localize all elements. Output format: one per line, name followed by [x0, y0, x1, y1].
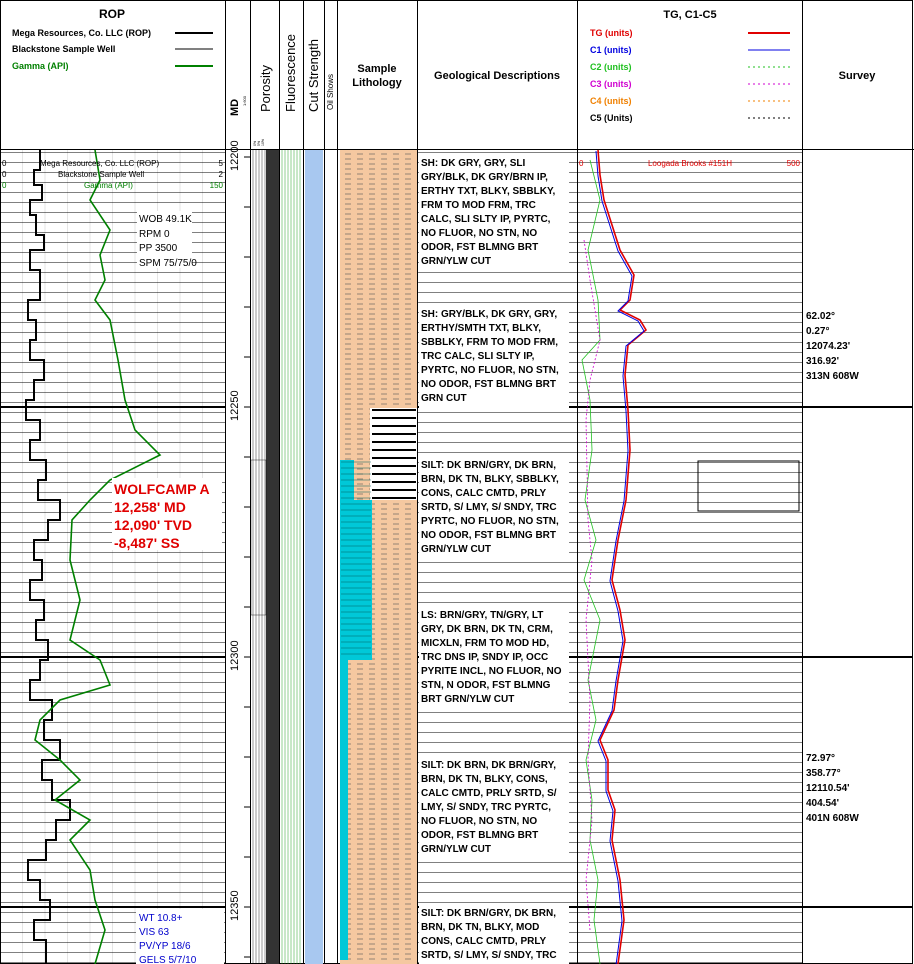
md-scale: 1:600 [242, 95, 247, 106]
pp-text: PP 3500 [139, 243, 178, 254]
legend-blackstone: Blackstone Sample Well [12, 44, 116, 54]
formation-name: WOLFCAMP A [114, 481, 210, 497]
spm-text: SPM 75/75/0 [139, 258, 197, 269]
lithology-white-band [370, 408, 417, 500]
gas-header [590, 9, 790, 123]
depth-label: 12250 [229, 390, 241, 421]
description-line: GRN/YLW CUT [421, 844, 491, 855]
oil-shows-label: Oil Shows [326, 73, 335, 110]
porosity-tick: 0% [253, 140, 257, 146]
description-line: SRTD, S/ LMY, S/ SNDY, TRC [421, 502, 557, 513]
depth-label: 12200 [229, 140, 241, 171]
c1-curve [596, 151, 644, 964]
survey-line: 401N 608W [806, 813, 859, 824]
wob-text: WOB 49.1K [139, 214, 192, 225]
description-line: BRN, DK TN, BLKY, SBBLKY, [421, 474, 559, 485]
description-line: SILT: DK BRN/GRY, DK BRN, [421, 908, 556, 919]
porosity-header [253, 65, 273, 146]
rop-scale-1-right: 5 [218, 159, 223, 168]
description-line: GRN/YLW CUT [421, 256, 491, 267]
cut-strength-header [306, 39, 321, 112]
description-line: CONS, CALC CMTD, PRLY [421, 936, 547, 947]
md-label: MD [229, 98, 241, 116]
description-line: PYRITE INCL, NO FLUOR, NO [421, 666, 562, 677]
lithology-cyan [340, 660, 348, 960]
gas-legend-label: C3 (units) [590, 79, 632, 89]
description-line: FRM TO MOD FRM, TRC [421, 200, 536, 211]
rop-scale-3-left: 0 [2, 181, 7, 190]
lithology-header [352, 63, 402, 89]
geo-desc-header [434, 70, 560, 82]
survey-line: 62.02° [806, 311, 836, 322]
description-line: TRC CALC, SLI SLTY IP, [421, 351, 535, 362]
gas-legend-label: C2 (units) [590, 62, 632, 72]
survey-label: Survey [838, 70, 876, 82]
description-line: GRY/BLK, DK GRY/BRN IP, [421, 172, 548, 183]
description-line: PYRTC, NO FLUOR, NO STN, [421, 516, 559, 527]
gas-legend-label: C1 (units) [590, 45, 632, 55]
gas-legend-label: TG (units) [590, 28, 633, 38]
gamma-curve [35, 150, 160, 964]
survey-header [839, 70, 877, 82]
description-line: NO FLUOR, NO STN, NO [421, 816, 538, 827]
lithology-label-2: Lithology [352, 77, 402, 89]
description-line: NO ODOR, FST BLMNG BRT [421, 379, 556, 390]
description-line: BRT GRN/YLW CUT [421, 694, 515, 705]
geological-descriptions [419, 155, 569, 964]
porosity-fill [266, 150, 279, 964]
rop-curve [26, 150, 70, 964]
mud-pvyp: PV/YP 18/6 [139, 941, 191, 952]
description-line: TRC DNS IP, SNDY IP, OCC [421, 652, 549, 663]
formation-tvd: 12,090' TVD [114, 517, 193, 533]
description-line: GRN CUT [421, 393, 467, 404]
rop-header [12, 7, 213, 71]
survey-line: 12110.54' [806, 783, 850, 794]
description-line: ERTHY/SMTH TXT, BLKY, [421, 323, 542, 334]
geo-desc-label: Geological Descriptions [434, 70, 560, 82]
porosity-tick: 10% [261, 138, 265, 146]
porosity-track [251, 150, 279, 964]
description-line: CALC, SLI SLTY IP, PYRTC, [421, 214, 551, 225]
description-line: ODOR, FST BLMNG BRT [421, 830, 539, 841]
rop-scale-2-left: 0 [2, 170, 7, 179]
survey-line: 313N 608W [806, 371, 859, 382]
description-line: BRN, DK TN, BLKY, CONS, [421, 774, 548, 785]
description-line: LS: BRN/GRY, TN/GRY, LT [421, 610, 544, 621]
gas-scale [579, 159, 801, 168]
gas-track [582, 150, 646, 964]
porosity-label: Porosity [258, 65, 273, 112]
mud-vis: VIS 63 [139, 927, 170, 938]
gas-legend-label: C5 (Units) [590, 113, 633, 123]
gas-legend-label: C4 (units) [590, 96, 632, 106]
survey-line: 358.77° [806, 768, 841, 779]
description-line: BRN, DK TN, BLKY, MOD [421, 922, 540, 933]
rop-track [26, 150, 160, 964]
mud-properties [136, 909, 224, 964]
rop-scale-1-left: 0 [2, 159, 7, 168]
fluorescence-label: Fluorescence [283, 33, 298, 112]
description-line: SRTD, S/ LMY, S/ SNDY, TRC [421, 950, 557, 961]
description-line: NO FLUOR, NO STN, NO [421, 228, 538, 239]
description-line: SH: DK GRY, GRY, SLI [421, 158, 526, 169]
drilling-params [137, 211, 197, 269]
mud-gels: GELS 5/7/10 [139, 955, 197, 964]
rop-scale-1-name: Mega Resources, Co. LLC (ROP) [40, 159, 160, 168]
porosity-tick: 5% [257, 140, 261, 146]
survey-line: 0.27° [806, 326, 830, 337]
gas-legend [590, 28, 790, 123]
description-line: GRN/YLW CUT [421, 544, 491, 555]
rop-scale-2-name: Blackstone Sample Well [58, 170, 145, 179]
survey-line: 12074.23' [806, 341, 851, 352]
survey-line: 404.54' [806, 798, 839, 809]
depth-label: 12350 [229, 890, 241, 921]
description-line: SILT: DK BRN/GRY, DK BRN, [421, 460, 556, 471]
rop-scale-3-right: 150 [209, 181, 223, 190]
fluorescence-header [283, 34, 298, 112]
md-header [229, 95, 247, 116]
description-line: PYRTC, NO FLUOR, NO STN, [421, 365, 559, 376]
survey-line: 316.92' [806, 356, 839, 367]
formation-top [112, 478, 222, 551]
description-line: LMY, S/ SNDY, TRC PYRTC, [421, 802, 552, 813]
survey-marker-box [698, 461, 799, 511]
description-line: SBBLKY, FRM TO MOD FRM, [421, 337, 559, 348]
survey-entries [806, 311, 859, 824]
description-line: CONS, CALC CMTD, PRLY [421, 488, 547, 499]
description-line: ODOR, FST BLMNG BRT [421, 242, 539, 253]
gas-scale-right: 500 [786, 159, 800, 168]
fluorescence-track [282, 150, 323, 964]
description-line: NO ODOR, FST BLMNG BRT [421, 530, 556, 541]
description-line: MICXLN, FRM TO MOD HD, [421, 638, 550, 649]
porosity-window [251, 460, 266, 615]
formation-ss: -8,487' SS [114, 535, 180, 551]
oil-shows-header [326, 74, 335, 110]
survey-line: 72.97° [806, 753, 836, 764]
legend-mega: Mega Resources, Co. LLC (ROP) [12, 28, 152, 38]
cut-strength-label: Cut Strength [306, 39, 321, 112]
tg-curve [598, 150, 646, 964]
legend-gamma: Gamma (API) [12, 61, 69, 71]
c2-curve [582, 160, 600, 964]
rop-title: ROP [98, 7, 126, 21]
rop-scale-2-right: 2 [218, 170, 223, 179]
cut-strength-fill [305, 150, 323, 964]
description-line: ERTHY TXT, BLKY, SBBLKY, [421, 186, 556, 197]
description-line: GRY, DK BRN, DK TN, CRM, [421, 624, 553, 635]
porosity-tick-labels [253, 139, 265, 146]
description-line: CALC CMTD, PRLY SRTD, S/ [421, 788, 557, 799]
lithology-track [340, 150, 417, 964]
gas-scale-left: 0 [579, 159, 584, 168]
description-line: SH: GRY/BLK, DK GRY, GRY, [421, 309, 558, 320]
rpm-text: RPM 0 [139, 229, 170, 240]
gas-scale-name: Loogada Brooks #151H [647, 159, 733, 168]
mud-weight: WT 10.8+ [139, 913, 183, 924]
formation-md: 12,258' MD [114, 499, 186, 515]
depth-label: 12300 [229, 640, 241, 671]
description-line: STN, N ODOR, FST BLMNG [421, 680, 551, 691]
md-track [229, 140, 250, 957]
lithology-label-1: Sample [357, 63, 397, 75]
rop-scale-3-name: Gamma (API) [84, 181, 133, 190]
description-line: SILT: DK BRN, DK BRN/GRY, [421, 760, 556, 771]
gas-title: TG, C1-C5 [663, 9, 717, 21]
